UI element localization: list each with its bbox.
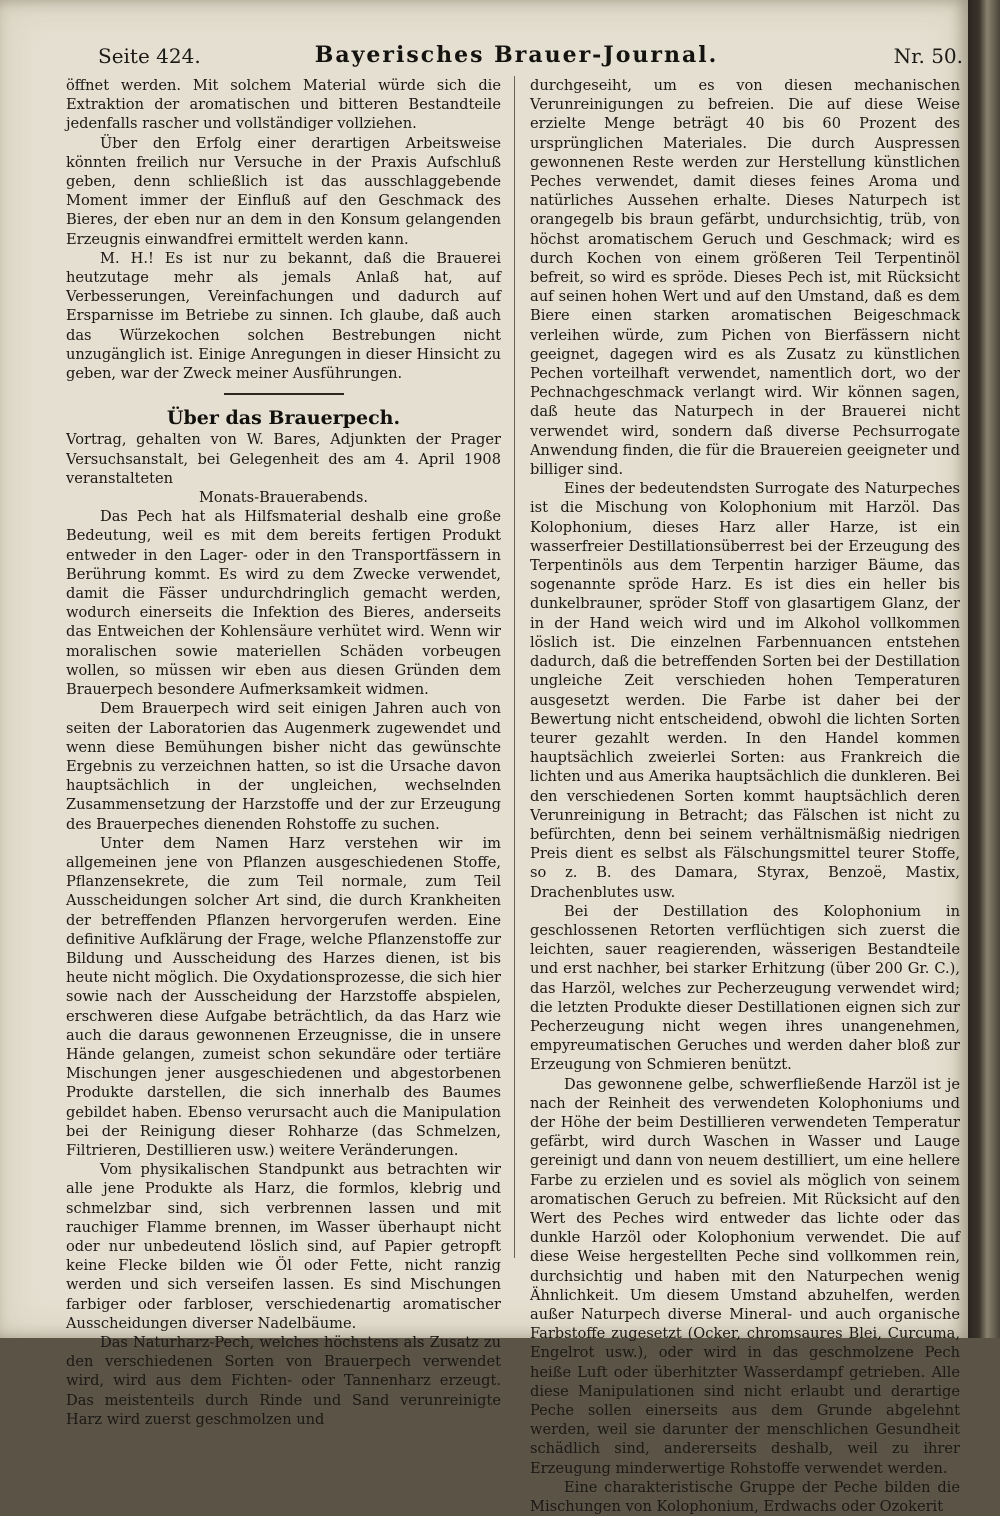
left-paragraph-2: Über den Erfolg einer derartigen Arbeitsweise könnten freilich nur Versuche in der Praxis Aufschluß geben, denn schließlich ist das ausschlaggebende Moment immer der Einfluß auf den Geschmack des Bieres, der eben nur an dem in den Konsum gelangenden Erzeugnis einwandfrei ermittelt werden kann. [66, 134, 501, 248]
article-byline-end: Monats-Brauerabends. [198, 489, 369, 507]
left-paragraph-8: Das Naturharz-Pech, welches höchstens als Zusatz zu den verschiedenen Sorten von Brauerpech verwendet wird, wird aus dem Fichten- oder Tannenharz erzeugt. Das meistenteils durch Rinde und Sand verunreinigte Harz wird zuerst geschmolzen und [66, 1334, 501, 1428]
issue-number: Nr. 50. [893, 44, 963, 68]
journal-title: Bayerisches Brauer-Journal. [314, 42, 719, 68]
page-number: Seite 424. [98, 44, 201, 68]
left-paragraph-7: Vom physikalischen Standpunkt aus betrachten wir alle jene Produkte als Harz, die formlos, klebrig und schmelzbar sind, sich verbrennen lassen und mit rauchiger Flamme brennen, im Wasser überhaupt nicht oder nur unbedeutend löslich sind, auf Papier getropft keine Flecke bilden wie Öl oder Fette, nicht ranzig werden und sich verseifen lassen. Es sind Mischungen farbiger oder farbloser, verschiedenartig aromatischer Ausscheidungen diverser Nadelbäume. [66, 1161, 501, 1332]
left-paragraph-6: Unter dem Namen Harz verstehen wir im allgemeinen jene von Pflanzen ausgeschiedenen Stoffe, Pflanzensekrete, die zum Teil normale, zum Teil Ausscheidungen solcher Art sind, die durch Krankheiten der betreffenden Pflanzen hervorgerufen werden. Eine definitive Aufklärung der Frage, welche Pflanzenstoffe zur Bildung und Ausscheidung des Harzes dienen, ist bis heute nicht möglich. Die Oxydationsprozesse, die sich hier sowie nach der Ausscheidung der Harzstoffe abspielen, erschweren diese Aufgabe beträchtlich, da das Harz wie auch die daraus gewonnenen Erzeugnisse, die in unsere Hände gelangen, zumeist schon sekundäre oder tertiäre Mischungen jener ausgeschiedenen und abgestorbenen Produkte darstellen, die sich innerhalb des Baumes gebildet haben. Ebenso verursacht auch die Manipulation bei der Reinigung dieser Rohharze (das Schmelzen, Filtrieren, Destillieren usw.) weitere Veränderungen. [66, 834, 501, 1159]
left-paragraph-1: öffnet werden. Mit solchem Material würde sich die Extraktion der aromatischen und bitteren Bestandteile jedenfalls rascher und vollständiger vollziehen. [66, 77, 501, 133]
left-column [66, 76, 501, 1429]
right-paragraph-1: durchgeseiht, um es von diesen mechanischen Verunreinigungen zu befreien. Die auf diese Weise erzielte Menge beträgt 40 bis 60 Prozent des ursprünglichen Materiales. Die durch Auspressen gewonnenen Reste werden zur Herstellung künstlichen Peches verwendet, damit dieses feines Aroma und natürliches Aussehen erhalte. Dieses Naturpech ist orangegelb bis braun gefärbt, undurchsichtig, trüb, von höchst aromatischem Geruch und Geschmack; wird es durch Kochen von einem größeren Teil Terpentinöl befreit, so wird es spröde. Dieses Pech ist, mit Rücksicht auf seinen hohen Wert und auf den Umstand, daß es dem Biere einen starken aromatischen Beigeschmack verleihen würde, zum Pichen von Bierfässern nicht geeignet, dagegen wird es als Zusatz zu künstlichen Pechen vorteilhaft verwendet, namentlich dort, wo der Pechnachgeschmack verlangt wird. Wir können sagen, daß heute das Naturpech in der Brauerei nicht verwendet wird, sondern daß diverse Pechsurrogate Anwendung finden, die für die Brauereien geeigneter und billiger sind. [530, 77, 960, 479]
page-header [70, 40, 963, 74]
article-heading: Über das Brauerpech. [166, 407, 401, 430]
book-binding-edge [968, 0, 1000, 1338]
left-paragraph-3: M. H.! Es ist nur zu bekannt, daß die Brauerei heutzutage mehr als jemals Anlaß hat, auf Verbesserungen, Vereinfachungen und dadurch auf Ersparnisse im Betriebe zu sinnen. Ich glaube, daß auch das Würzekochen solchen Bestrebungen nicht unzugänglich ist. Einige Anregungen in dieser Hinsicht zu geben, war der Zweck meiner Ausführungen. [66, 249, 501, 383]
column-separator [514, 76, 515, 1258]
left-paragraph-4: Das Pech hat als Hilfsmaterial deshalb eine große Bedeutung, weil es mit dem bereits fertigen Produkt entweder in den Lager- oder in den Transportfässern in Berührung kommt. Es wird zu dem Zwecke verwendet, damit die Fässer undurchdringlich gemacht werden, wodurch einerseits die Infektion des Bieres, anderseits das Entweichen der Kohlensäure verhütet wird. Wenn wir moralischen sowie materiellen Schäden vorbeugen wollen, so müssen wir eben aus diesen Gründen dem Brauerpech besondere Aufmerksamkeit widmen. [66, 508, 501, 699]
right-paragraph-2: Eines der bedeutendsten Surrogate des Naturpeches ist die Mischung von Kolophonium mit Harzöl. Das Kolophonium, dieses Harz aller Harze, ist ein wasserfreier Destillationsüberrest bei der Erzeugung des Terpentinöls aus dem Terpentin harziger Bäume, das sogenannte spröde Harz. Es ist dies ein heller bis dunkelbrauner, spröder Stoff von glasartigem Glanz, der in der Hand weich wird und im Alkohol vollkommen löslich ist. Die einzelnen Farbennuancen entstehen dadurch, daß die betreffenden Sorten bei der Destillation ungleiche Zeit verschieden hohen Temperaturen ausgesetzt werden. Die Farbe ist daher bei der Bewertung nicht entscheidend, obwohl die lichten Sorten teurer gezahlt werden. In den Handel kommen hauptsächlich zweierlei Sorten: aus Frankreich die lichten und aus Amerika hauptsächlich die dunkleren. Bei den verschiedenen Sorten kommt hauptsächlich deren Verunreinigung in Betracht; das Fälschen ist nicht zu befürchten, denn bei seinem verhältnismäßig niedrigen Preis dient es selbst als Fälschungsmittel teurer Stoffe, so z. B. des Damara, Styrax, Benzoë, Mastix, Drachenblutes usw. [530, 480, 960, 901]
right-paragraph-5: Eine charakteristische Gruppe der Peche bilden die Mischungen von Kolophonium, Erdwachs oder Ozokerit [530, 1478, 960, 1516]
article-byline: Vortrag, gehalten von W. Bares, Adjunkten der Prager Versuchsanstalt, bei Gelegenheit des am 4. April 1908 veranstalteten [66, 431, 501, 487]
right-paragraph-3: Bei der Destillation des Kolophonium in geschlossenen Retorten verflüchtigen sich zuerst die leichten, sauer reagierenden, wässerigen Bestandteile und erst nachher, bei starker Erhitzung (über 200 Gr. C.), das Harzöl, welches zur Pecherzeugung verwendet wird; die letzten Produkte dieser Destillationen eignen sich zur Pecherzeugung nicht wegen ihres unangenehmen, empyreumatischen Geruches und werden daher bloß zur Erzeugung von Schmieren benützt. [530, 902, 960, 1074]
right-column [530, 76, 960, 1516]
section-divider [224, 393, 344, 395]
right-paragraph-4: Das gewonnene gelbe, schwerfließende Harzöl ist je nach der Reinheit des verwendeten Kolophoniums und der Höhe der beim Destillieren verwendeten Temperatur gefärbt, wird durch Waschen in Wasser und Lauge gereinigt und dann von neuem destilliert, um eine hellere Farbe zu erzielen und es soviel als möglich von seinem aromatischen Geruch zu befreien. Mit Rücksicht auf den Wert des Peches wird entweder das lichte oder das dunkle Harzöl oder Kolophonium verwendet. Die auf diese Weise hergestellten Peche sind vollkommen rein, durchsichtig und haben mit den Naturpechen wenig Ähnlichkeit. Um diesem Umstand abzuhelfen, werden außer Naturpech diverse Mineral- und auch organische Farbstoffe zugesetzt (Ocker, chromsaures Blei, Curcuma, Engelrot usw.), oder wird in das geschmolzene Pech heiße Luft oder überhitzter Wasserdampf getrieben. Alle diese Manipulationen sind nicht erlaubt und derartige Peche sollen einerseits aus dem Grunde abgelehnt werden, weil sie darunter der menschlichen Gesundheit schädlich sind, andererseits deshalb, weil zu ihrer Erzeugung minderwertige Rohstoffe verwendet werden. [530, 1075, 960, 1477]
left-paragraph-5: Dem Brauerpech wird seit einigen Jahren auch von seiten der Laboratorien das Augenmerk zugewendet und wenn diese Bemühungen bisher nicht das gewünschte Ergebnis zu verzeichnen hatten, so ist die Ursache davon hauptsächlich in der ungleichen, wechselnden Zusammensetzung der Harzstoffe und der zur Erzeugung des Brauerpeches dienenden Rohstoffe zu suchen. [66, 700, 501, 833]
